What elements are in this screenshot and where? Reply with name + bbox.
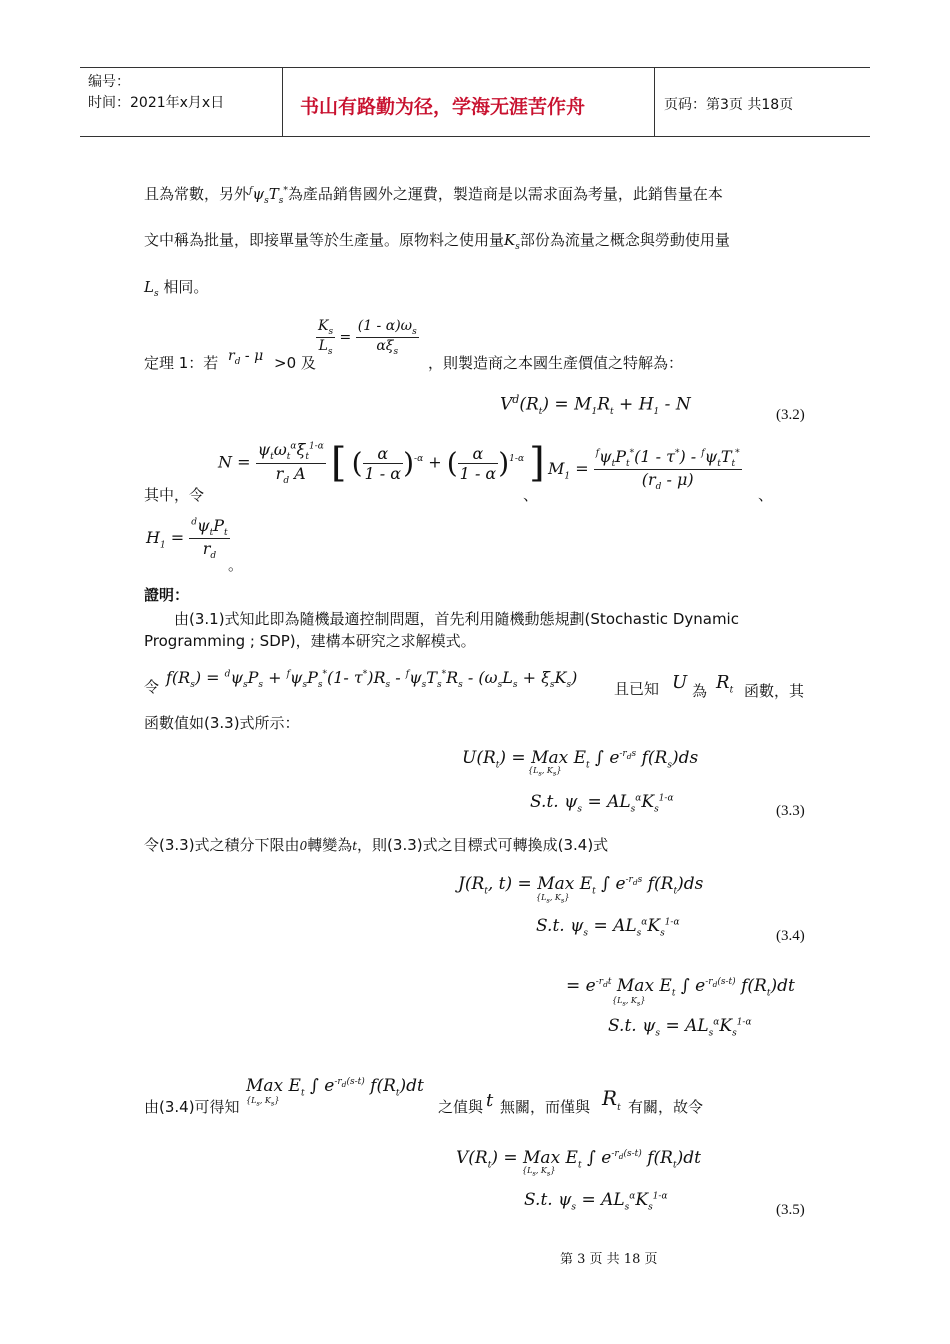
math-inline: Max $E_t$ ∫ $e^{-r_d(s-t)}$ $f(R_t)dt$ [246, 1076, 424, 1099]
math-inline: $L_s$ [144, 278, 159, 299]
math-M1-definition: $M_1$ = $\frac{^f\psi_tP_t^*(1 - \tau^*) - ^f\psi_tT_t^*}{(r_d - \mu)}$ [548, 447, 740, 493]
math-fraction: $\frac{K_s}{L_s}$ = $\frac{(1 - \alpha)\omega_s}{\alpha\xi_s}$ [318, 318, 417, 357]
text-fragment: ，則製造商之本國生產價值之特解為： [428, 354, 684, 372]
text-fragment: 轉變為 [307, 836, 353, 854]
page-info: 页码：第3页 共18页 [664, 97, 794, 113]
equation-number: (3.3) [776, 803, 805, 819]
math-inline: 0 [299, 839, 308, 853]
text-fragment: 令(3.3)式之積分下限由 [144, 836, 300, 854]
equation-constraint: S.t. $\psi_s = AL_s^\alpha K_s^{1-\alpha}$ [524, 1190, 668, 1213]
separator: 、 [758, 486, 774, 504]
header-divider [282, 67, 283, 136]
math-subscript: {$L_s$, $K_s$} [528, 766, 562, 778]
math-subscript: {$L_s$, $K_s$} [246, 1096, 280, 1108]
math-subscript: {$L_s$, $K_s$} [612, 996, 646, 1008]
text-fragment: 為 [692, 682, 708, 700]
math-inline: $K_s$ [504, 231, 520, 252]
math-inline: U [672, 672, 688, 693]
serial-label: 编号： [88, 74, 130, 90]
math-H1-definition: $H_1$ = $\frac{^d\psi_tP_t}{r_d}$ [146, 516, 228, 562]
equation-constraint: S.t. $\psi_s = AL_s^\alpha K_s^{1-\alpha}$ [530, 792, 674, 815]
equation-number: (3.2) [776, 407, 805, 423]
text-fragment: 。 [228, 556, 244, 574]
text-fragment: 之值與 [438, 1098, 484, 1116]
text-fragment: 無關，而僅與 [500, 1098, 591, 1116]
equation-3-5: $V(R_t)$ = Max $E_t$ ∫ $e^{-r_d(s-t)}$ $f(R_t)dt$ [456, 1148, 701, 1171]
separator: 、 [523, 486, 539, 504]
equation-3-3: $U(R_t)$ = Max $E_t$ ∫ $e^{-r_ds}$ $f(R_s)ds$ [462, 748, 699, 771]
text-fragment: >0 及 [274, 354, 316, 372]
math-subscript: {$L_s$, $K_s$} [536, 893, 570, 905]
text-fragment: 文中稱為批量，即接單量等於生產量。原物料之使用量 [144, 231, 505, 249]
text-fragment: ，則(3.3)式之目標式可轉換成(3.4)式 [357, 836, 609, 854]
equation-constraint: S.t. $\psi_s = AL_s^\alpha K_s^{1-\alpha}$ [536, 916, 680, 939]
math-N-definition: N = $\frac{\psi_t\omega_t^\alpha\xi_t^{1-\alpha}}{r_d A}$ [ ( $\frac{\alpha}{1 - \alpha}$ )$^{-\alpha}$ + ( $\frac{\alpha}{1 - \alpha}$ )$^{1-\alpha}$ ] [218, 440, 545, 486]
equation-number: (3.4) [776, 928, 805, 944]
text-fragment: 有關，故令 [628, 1098, 704, 1116]
math-inline: $R_t$ [602, 1086, 621, 1113]
math-inline: $R_t$ [716, 672, 734, 696]
text-fragment: 為產品銷售國外之運費，製造商是以需求面為考量，此銷售量在本 [287, 185, 723, 203]
text-fragment: 令 [144, 678, 160, 696]
math-inline: t [486, 1090, 494, 1111]
header-divider [654, 67, 655, 136]
equation-3-4: $J(R_t$, t) = Max $E_t$ ∫ $e^{-r_ds}$ $f(R_t)ds$ [458, 874, 704, 897]
math-subscript: {$L_s$, $K_s$} [522, 1166, 556, 1178]
text-line [144, 180, 723, 212]
equation-3-4-continued: = $e^{-r_dt}$ Max $E_t$ ∫ $e^{-r_d(s-t)}$ $f(R_t)dt$ [566, 976, 795, 999]
equation-3-2: $V^d(R_t) = M_1R_t + H_1 - N$ [500, 393, 691, 418]
text-fragment: 且為常數，另外 [144, 185, 250, 203]
theorem-line [144, 352, 218, 374]
math-inline: t [352, 839, 358, 853]
proof-paragraph: 由(3.1)式知此即為隨機最適控制問題，首先利用隨機動態規劃(Stochastic Dynamic Programming ; SDP)，建構本研究之求解模式。 [144, 610, 739, 650]
proof-label: 證明： [144, 586, 190, 604]
text-fragment: 定理 1：若 [144, 354, 219, 372]
motto: 书山有路勤为径，学海无涯苦作舟 [300, 96, 586, 118]
text-fragment: 且已知 [614, 680, 660, 698]
text-fragment: 其中，令 [144, 486, 205, 504]
text-fragment: 函數值如(3.3)式所示： [144, 714, 300, 732]
equation-number: (3.5) [776, 1202, 805, 1218]
text-line [144, 276, 208, 305]
math-inline: $r_d$ - μ [228, 348, 264, 367]
text-line [144, 834, 608, 857]
math-f-definition: $f(R_s) = ^d\psi_sP_s + ^f\psi_sP_s^*(1-$ $\tau^*)R_s - ^f\psi_sT_s^*R_s - (\omega_sL_s + \xi_sK_s)$ [166, 668, 578, 691]
text-fragment: 部份為流量之概念與勞動使用量 [519, 231, 730, 249]
page-footer: 第 3 页 共 18 页 [560, 1252, 658, 1267]
time-label: 时间：2021年x月x日 [88, 95, 225, 111]
equation-constraint: S.t. $\psi_s = AL_s^\alpha K_s^{1-\alpha}$ [608, 1016, 752, 1039]
text-fragment: 函數，其 [744, 682, 805, 700]
text-fragment: 相同。 [163, 278, 209, 296]
text-line [144, 229, 730, 258]
text-fragment: 由(3.4)可得知 [144, 1098, 240, 1116]
math-inline: $^f\psi_sT_s^*$ [249, 185, 288, 206]
